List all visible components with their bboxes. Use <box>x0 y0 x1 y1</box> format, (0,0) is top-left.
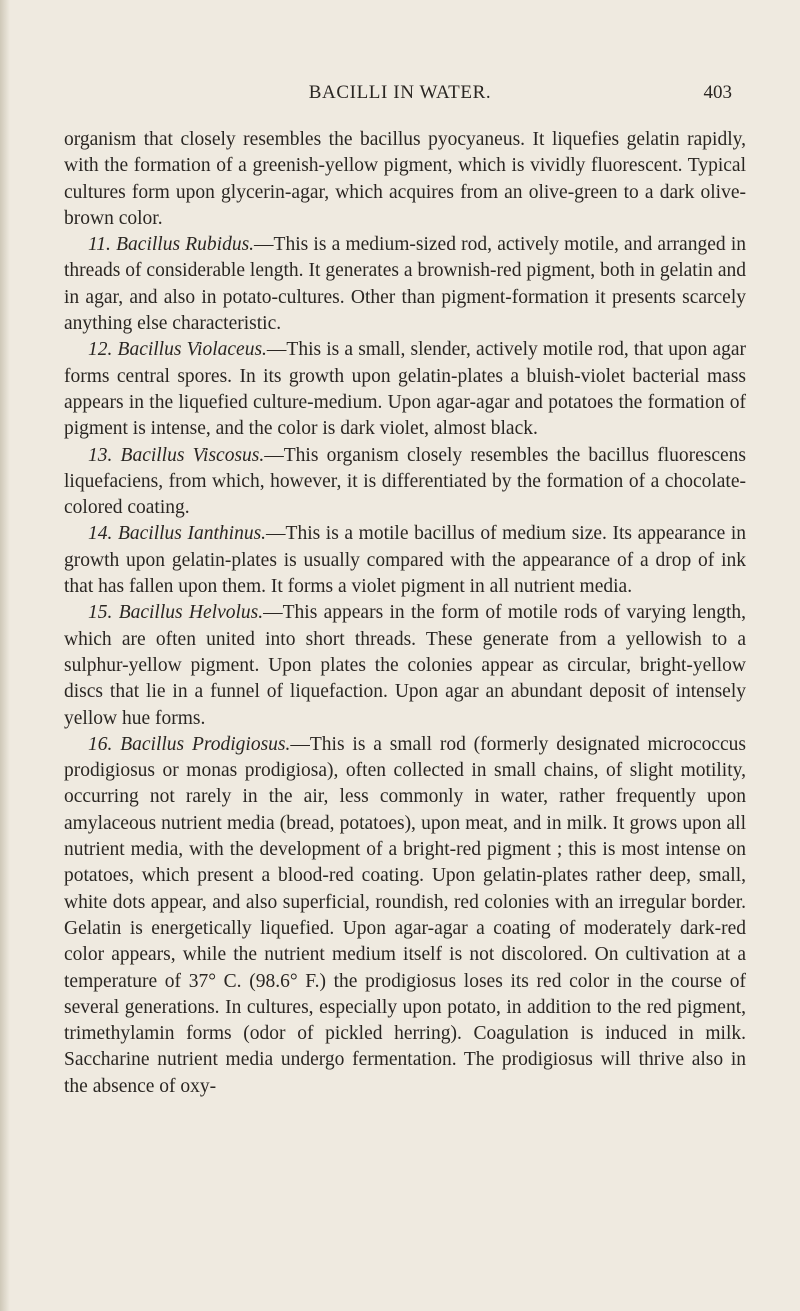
entry-number: 14. <box>88 523 113 545</box>
entry-name: Bacillus Viscosus. <box>120 444 265 466</box>
entry-bacillus-rubidus <box>64 232 746 337</box>
entry-name: Bacillus Helvolus. <box>118 602 264 624</box>
entry-name: Bacillus Violaceus. <box>117 339 267 361</box>
entry-number: 12. <box>88 339 113 361</box>
entry-text: —This is a motile bacillus of medium size. Its appearance in growth upon gelatin-plates is usually compared with the appearance of a drop of ink that has fallen upon them. It forms a violet pigment in all nutrient media. <box>64 523 747 598</box>
continuation-paragraph: organism that closely resembles the bacillus pyocyaneus. It liquefies gelatin rapidly, with the formation of a greenish-yellow pigment, which is vividly fluorescent. Typical cultures form upon glycerin-agar, which acquires from an olive-green to a dark olive-brown color. <box>64 129 746 229</box>
entry-bacillus-ianthinus <box>64 521 746 600</box>
page-number: 403 <box>703 82 732 103</box>
entry-text: —This is a small, slender, actively motile rod, that upon agar forms central spores. In its growth upon gelatin-plates a bluish-violet bacterial mass appears in the liquefied culture-medium. Upon agar-agar and potatoes the formation of pigment is intense, and the color is dark violet, almost black. <box>64 339 747 440</box>
entry-bacillus-helvolus <box>64 600 746 731</box>
entry-bacillus-violaceus <box>64 337 746 442</box>
page-header <box>40 82 760 112</box>
running-head: BACILLI IN WATER. <box>308 82 492 103</box>
entry-number: 11. <box>88 234 111 256</box>
entry-number: 13. <box>88 444 113 466</box>
entry-number: 15. <box>88 602 113 624</box>
body-text <box>64 127 746 1100</box>
entry-bacillus-prodigiosus <box>64 732 746 1100</box>
entry-name: Bacillus Ianthinus. <box>117 523 267 545</box>
entry-text: —This organism closely resembles the bacillus fluorescens liquefaciens, from which, however, it is differentiated by the formation of a chocolate-colored coating. <box>64 444 746 519</box>
entry-text: —This is a medium-sized rod, actively motile, and arranged in threads of considerable length. It generates a brownish-red pigment, both in gelatin and in agar, and also in potato-cultures. Other than pigment-formation it presents scarcely anything else characteristic. <box>64 234 746 335</box>
entry-number: 16. <box>88 733 113 755</box>
entry-name: Bacillus Rubidus. <box>116 234 255 256</box>
page-binding-shadow <box>0 0 10 1311</box>
entry-text: —This is a small rod (formerly designated micrococcus prodigiosus or monas prodigiosa), often collected in small chains, of slight motility, occurring not rarely in the air, less commonly in water, rather frequently upon amylaceous nutrient media (bread, potatoes), upon meat, and in milk. It grows upon all nutrient media, with the development of a bright-red pigment ; this is most intense on potatoes, which present a blood-red coating. Upon gelatin-plates rather deep, small, white dots appear, and also superficial, roundish, red colonies with an irregular border. Gelatin is energetically liquefied. Upon agar-agar a coating of moderately dark-red color appears, while the nutrient medium itself is not discolored. On cultivation at a temperature of 37° C. (98.6° F.) the prodigiosus loses its red color in the course of several generations. In cultures, especially upon potato, in addition to the red pigment, trimethylamin forms (odor of pickled herring). Coagulation is induced in milk. Saccharine nutrient media undergo fermentation. The prodigiosus will thrive also in the absence of oxy- <box>64 733 746 1097</box>
entry-bacillus-viscosus <box>64 443 746 522</box>
entry-name: Bacillus Prodigiosus. <box>120 733 291 755</box>
entry-text: —This appears in the form of motile rods of varying length, which are often united into short threads. These generate from a yellowish to a sulphur-yellow pigment. Upon plates the colonies appear as circular, bright-yellow discs that lie in a funnel of liquefaction. Upon agar an abundant deposit of intensely yellow hue forms. <box>64 602 746 729</box>
